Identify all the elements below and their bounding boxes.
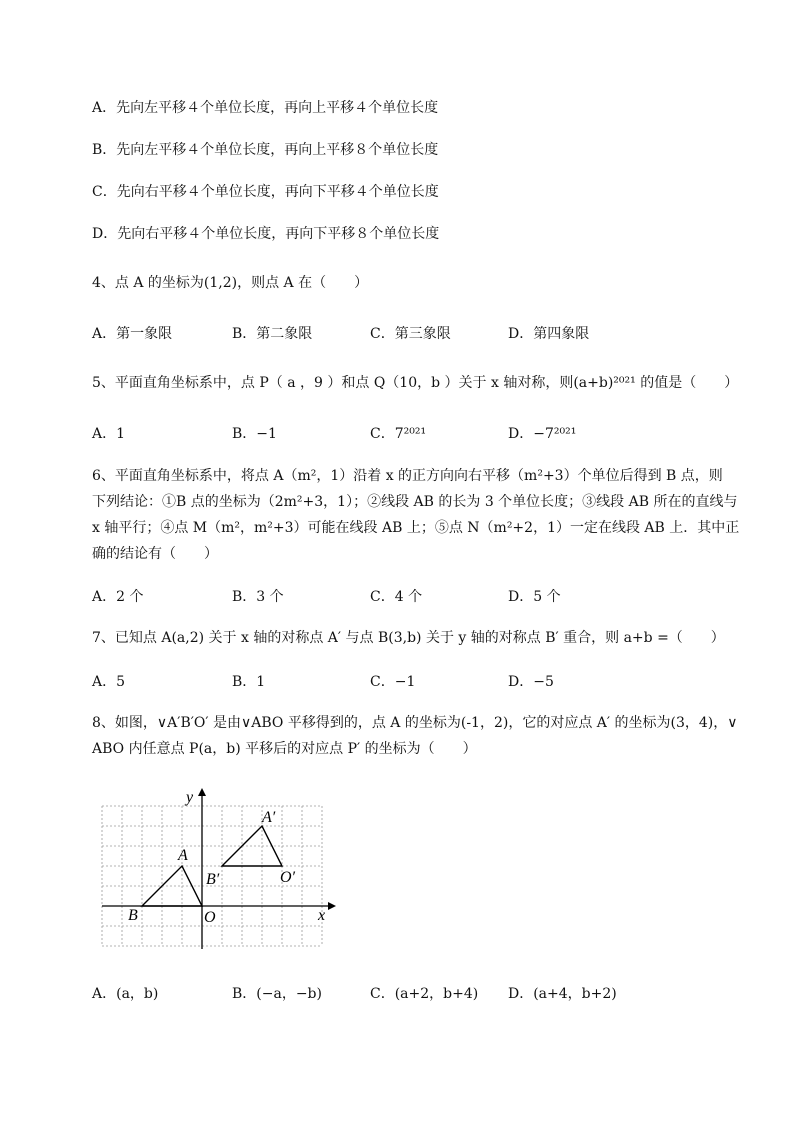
q6-line-2: 下列结论：①B 点的坐标为（2m²+3，1）；②线段 AB 的长为 3 个单位长度；③线段 AB 所在的直线与: [92, 494, 738, 510]
y-axis-label: y: [186, 789, 194, 806]
q8-option-c: C．(a+2，b+4): [370, 986, 479, 1002]
q7-stem: 7、已知点 A(a,2) 关于 x 轴的对称点 A′ 与点 B(3,b) 关于 y 轴的对称点 B′ 重合，则 a+b =（ ）: [92, 630, 725, 646]
q7-option-b: B．1: [232, 674, 266, 690]
point-label-a-prime: A′: [262, 809, 276, 826]
x-axis-label: x: [318, 907, 326, 924]
q6-option-d: D．5 个: [508, 589, 561, 605]
q5-option-b: B．−1: [232, 426, 277, 442]
q3-option-a: A．先向左平移４个单位长度，再向上平移４个单位长度: [92, 100, 439, 116]
q6-option-c: C．4 个: [370, 589, 423, 605]
q8-option-a: A．(a，b): [92, 986, 159, 1002]
q5-option-c: C．7²⁰²¹: [370, 426, 427, 442]
q4-option-c: C．第三象限: [370, 326, 451, 342]
q8-option-d: D．(a+4，b+2): [508, 986, 617, 1002]
coordinate-figure: [96, 784, 336, 954]
q3-option-d: D．先向右平移４个单位长度，再向下平移８个单位长度: [92, 226, 440, 242]
q7-option-a: A．5: [92, 674, 126, 690]
q4-option-b: B．第二象限: [232, 326, 313, 342]
point-label-o: O: [204, 909, 216, 926]
q8-line-2: ABO 内任意点 P(a，b) 平移后的对应点 P′ 的坐标为（ ）: [92, 741, 477, 757]
q7-option-c: C．−1: [370, 674, 416, 690]
q4-option-d: D．第四象限: [508, 326, 590, 342]
q4-stem: 4、点 A 的坐标为(1,2)，则点 A 在（ ）: [92, 275, 369, 291]
q7-option-d: D．−5: [508, 674, 554, 690]
q8-option-b: B．(−a，−b): [232, 986, 322, 1002]
q6-option-b: B．3 个: [232, 589, 284, 605]
q6-option-a: A．2 个: [92, 589, 144, 605]
point-label-a: A: [178, 847, 188, 864]
q6-line-3: x 轴平行；④点 M（m²，m²+3）可能在线段 AB 上；⑤点 N（m²+2，1）一定在线段 AB 上．其中正: [92, 520, 740, 536]
q5-option-a: A．1: [92, 426, 126, 442]
q6-line-1: 6、平面直角坐标系中，将点 A（m²，1）沿着 x 的正方向向右平移（m²+3）个单位后得到 B 点，则: [92, 468, 723, 484]
q6-line-4: 确的结论有（ ）: [92, 546, 218, 562]
point-label-b-prime: B′: [206, 871, 220, 888]
q3-option-c: C．先向右平移４个单位长度，再向下平移４个单位长度: [92, 184, 439, 200]
q5-option-d: D．−7²⁰²¹: [508, 426, 577, 442]
point-label-o-prime: O′: [280, 869, 296, 886]
q4-option-a: A．第一象限: [92, 326, 173, 342]
x-axis-arrow: [328, 902, 336, 910]
y-axis-arrow: [198, 788, 206, 796]
q3-option-b: B．先向左平移４个单位长度，再向上平移８个单位长度: [92, 142, 439, 158]
q8-line-1: 8、如图，∨A′B′O′ 是由∨ABO 平移得到的，点 A 的坐标为(-1，2)，它的对应点 A′ 的坐标为(3，4)，∨: [92, 715, 738, 731]
q5-stem: 5、平面直角坐标系中，点 P（ a ，9 ）和点 Q（10，b ）关于 x 轴对称，则(a+b)²⁰²¹ 的值是（ ）: [92, 375, 739, 391]
point-label-b: B: [128, 907, 138, 924]
